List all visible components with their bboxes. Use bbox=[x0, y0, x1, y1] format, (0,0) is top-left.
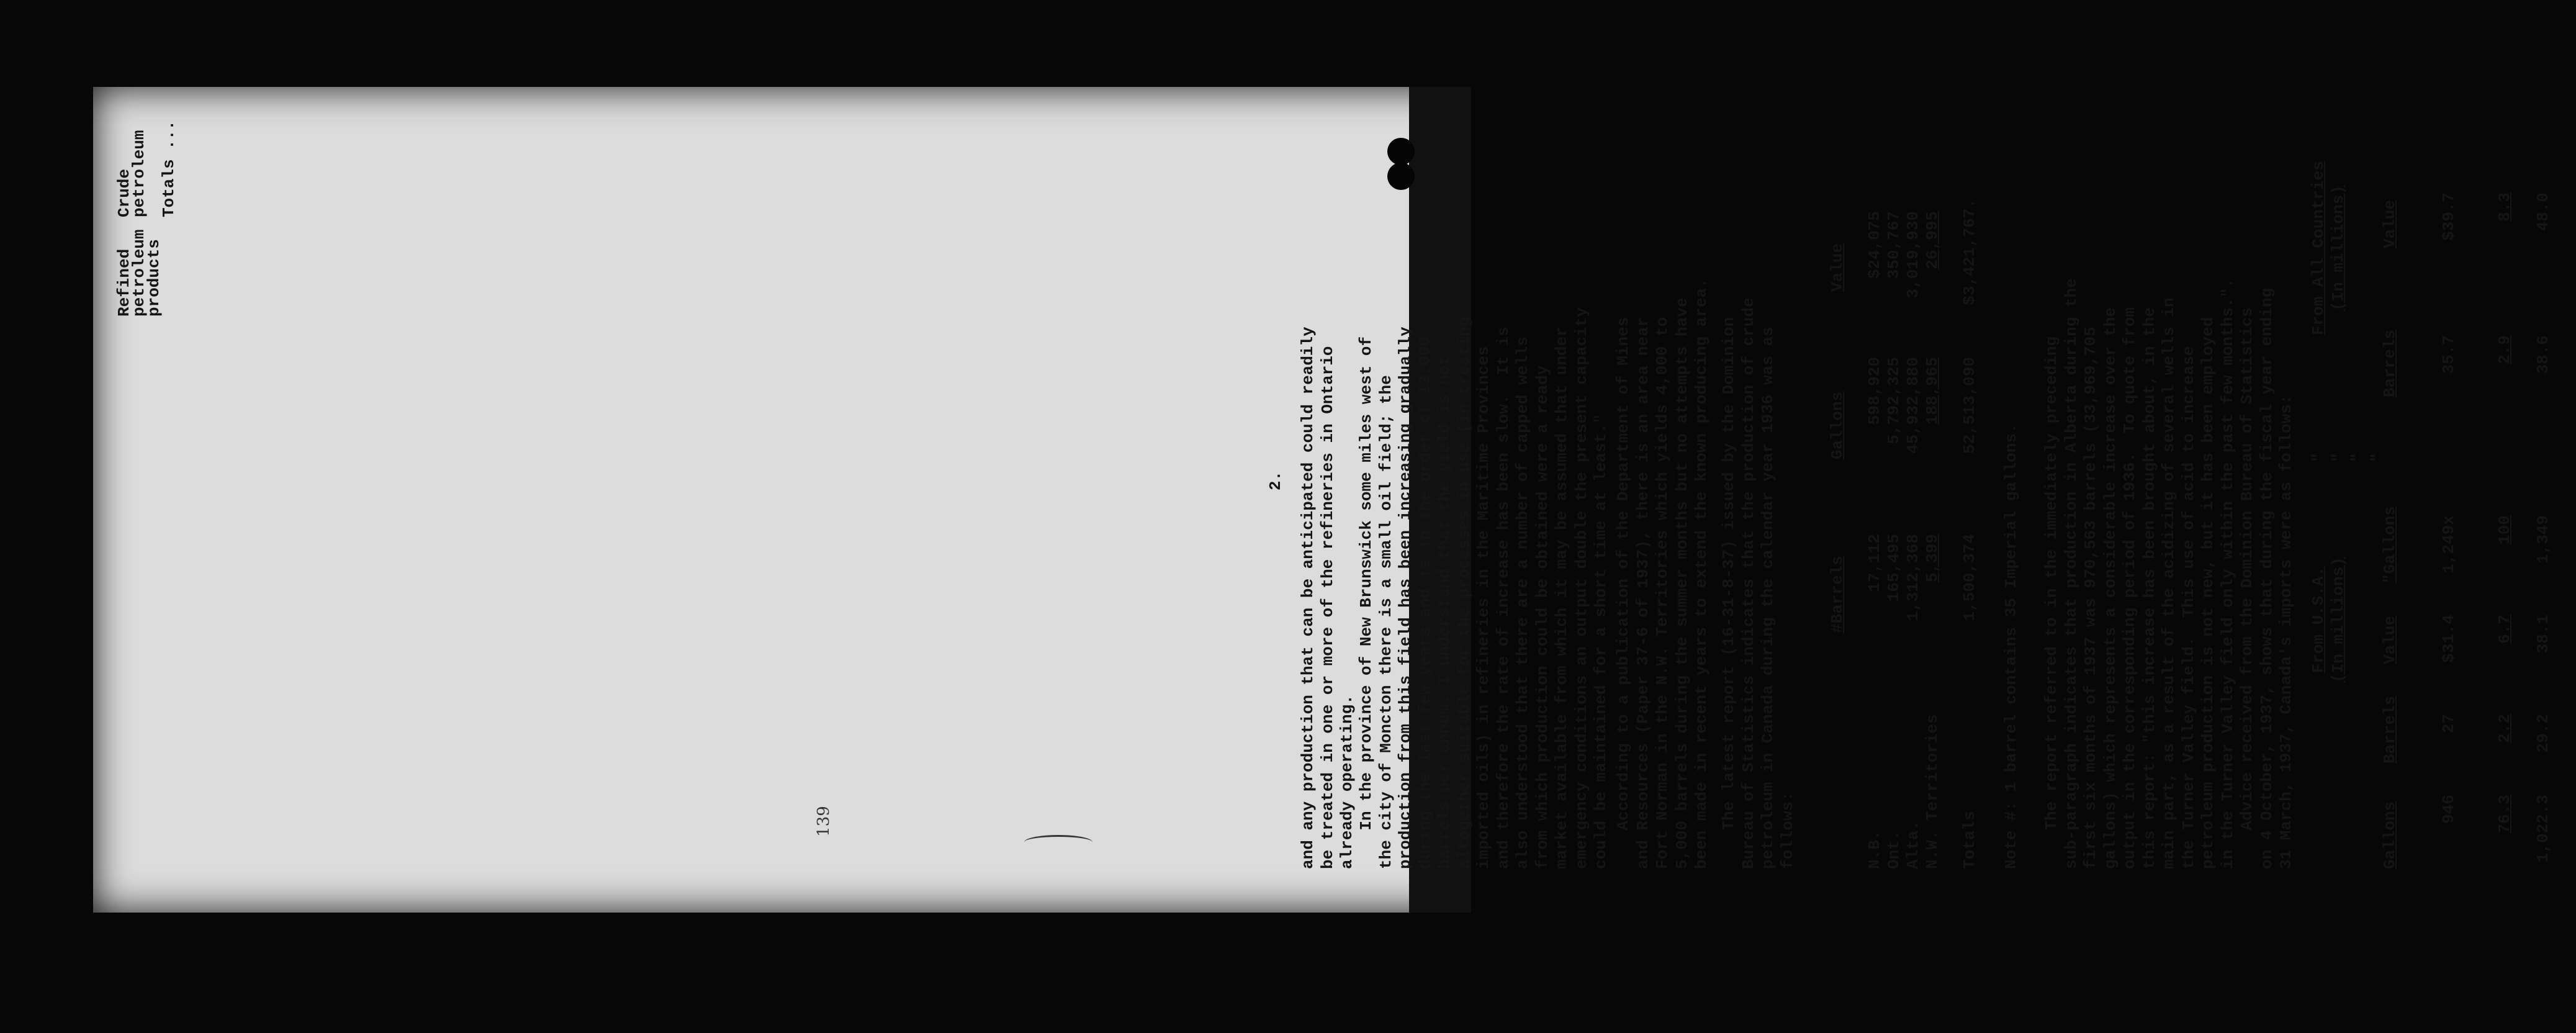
microfilm-sheet bbox=[93, 87, 1471, 913]
totals-gallons: 1,022.3 bbox=[2534, 795, 2552, 863]
row-label: N.W. Territories bbox=[1923, 714, 1942, 869]
imports-row-labels bbox=[117, 99, 210, 844]
totals-gallons-all: 1,349 bbox=[2534, 515, 2552, 564]
label-refined: Refined petroleum products bbox=[115, 229, 163, 317]
header-value-all: Value bbox=[2380, 199, 2399, 248]
totals-label: Totals bbox=[1960, 811, 1979, 869]
row-gallons: 946 bbox=[2439, 795, 2458, 824]
row-label: N.B. bbox=[1865, 830, 1884, 869]
row-barrels: 17,112 bbox=[1865, 534, 1884, 592]
totals-barrels: 29.2 bbox=[2534, 714, 2552, 753]
header-value: Value bbox=[2380, 615, 2399, 664]
header-value: Value bbox=[1828, 243, 1847, 292]
punch-hole bbox=[1387, 138, 1415, 165]
row-gallons: 45,932,880 bbox=[1904, 357, 1922, 454]
paragraph-1: and any production that can be anticipated could readily be treated in one or more of the refineries in Ontario already operating. bbox=[1299, 327, 1356, 869]
row-value: $24,075 bbox=[1865, 211, 1884, 279]
punch-hole bbox=[1387, 163, 1415, 190]
row-value: 26,995 bbox=[1923, 211, 1942, 269]
paragraph-3: According to a publication of the Department of Mines and Resources (Paper 37-6 of 1937), there is an area near Fort Norman in the N.W. Territories which yields 4,000 to 5,000 barrels during the summer months but no attempts have been made in recent years to extend the known producing area. bbox=[1614, 278, 1711, 869]
totals-value-all: 48.0 bbox=[2534, 192, 2552, 232]
page-number: 2. bbox=[1266, 471, 1285, 490]
paragraph-6: Advice received from the Dominion Bureau of Statistics on 4 October, 1937, shows that during the fiscal year ending 31 March, 1937, Canada's imports were as follows: bbox=[2238, 287, 2295, 869]
row-value: 350,767 bbox=[1885, 211, 1903, 279]
header-barrels-all: Barrels bbox=[2380, 329, 2399, 397]
header-barrels: Barrels bbox=[2380, 695, 2399, 764]
row-value: 6.7 bbox=[2495, 615, 2514, 644]
group-usa: From U.S.A. (In millions) bbox=[2309, 557, 2348, 683]
paragraph-2: In the province of New Brunswick some miles west of the city of Moncton there is a small oil field; the production from this field has been increasing gradually during the last few years and is in the order of 13,000 barrels per annum. I understand that the yield is not altogether suitable for the processes in use (in treating imported oils) in refineries in the Maritime Provinces and therefore the rate of increase has been slow. It is also understood that there are a number of capped wells from which production could be obtained were a ready market available from which it may be assumed that under emergency conditions an output double the present capacity could be maintained for a short time at least." bbox=[1357, 307, 1610, 869]
paragraph-5: The report referred to in the immediately preceding sub-paragraph indicates that production in Alberta during the first six months of 1937 was 970,563 barrels (33,969,705 gallons) which represents a considerable increase over the output in the corresponding period of 1936. To quote from this report: "this increase has been brought about, in the main part, as a result of the acidizing of several wells in the Turner Valley field. This use of acid to increase petroleum production is not new, but it has been employed in the Turner Valley field only within the past few months.". bbox=[2042, 278, 2237, 869]
paragraph-4: The latest report (16-31-8-37) issued by the Dominion Bureau of Statistics indicates that the production of crude petroleum in Canada during the calendar year 1936 was as follows: bbox=[1719, 297, 1797, 869]
row-value-all: $39.7 bbox=[2439, 192, 2458, 241]
row-gallons-all: 100 bbox=[2495, 515, 2514, 544]
group-all-countries: From All Countries (In millions) bbox=[2309, 161, 2348, 335]
row-value: 3,019,930 bbox=[1904, 211, 1922, 299]
row-barrels-all: 35.7 bbox=[2439, 335, 2458, 374]
header-gallons-all: "Gallons bbox=[2380, 506, 2399, 584]
handwritten-number: 139 bbox=[814, 806, 833, 837]
row-label: Alta. bbox=[1904, 820, 1922, 869]
totals-barrels: 1,500,374 bbox=[1960, 534, 1979, 621]
header-gallons: Gallons bbox=[2380, 801, 2399, 869]
row-gallons: 76.3 bbox=[2495, 795, 2514, 834]
row-barrels: 165,495 bbox=[1885, 534, 1903, 602]
row-label: Ont. bbox=[1885, 830, 1903, 869]
totals-value: $3,421,767. bbox=[1960, 199, 1979, 305]
row-value-all: 8.3 bbox=[2495, 192, 2514, 222]
row-gallons-all: 1,249x bbox=[2439, 515, 2458, 574]
ditto-marks: " " " " bbox=[2309, 453, 2387, 462]
totals-gallons: 52,513,090 bbox=[1960, 357, 1979, 454]
header-gallons: Gallons bbox=[1828, 391, 1847, 459]
row-gallons: 188,965 bbox=[1923, 357, 1942, 425]
label-totals: Totals ... bbox=[160, 120, 178, 217]
label-crude: Crude petroleum bbox=[115, 130, 148, 217]
row-barrels: 5,399 bbox=[1923, 534, 1942, 583]
row-barrels-all: 2.9 bbox=[2495, 335, 2514, 364]
note: Note #: 1 barrel contains 35 Imperial gallons. bbox=[2002, 423, 2020, 869]
row-value: $31.4 bbox=[2439, 615, 2458, 664]
handwritten-bracket bbox=[1024, 835, 1092, 849]
row-barrels: 1,312,368 bbox=[1904, 534, 1922, 621]
document-page bbox=[1266, 68, 2576, 869]
totals-value: 38.1 bbox=[2534, 615, 2552, 654]
totals-barrels-all: 38.6 bbox=[2534, 335, 2552, 374]
row-gallons: 598,920 bbox=[1865, 357, 1884, 425]
row-barrels: 27 bbox=[2439, 714, 2458, 734]
row-gallons: 5,792,325 bbox=[1885, 357, 1903, 444]
row-barrels: 2.2 bbox=[2495, 714, 2514, 743]
header-barrels: #Barrels bbox=[1828, 556, 1847, 633]
